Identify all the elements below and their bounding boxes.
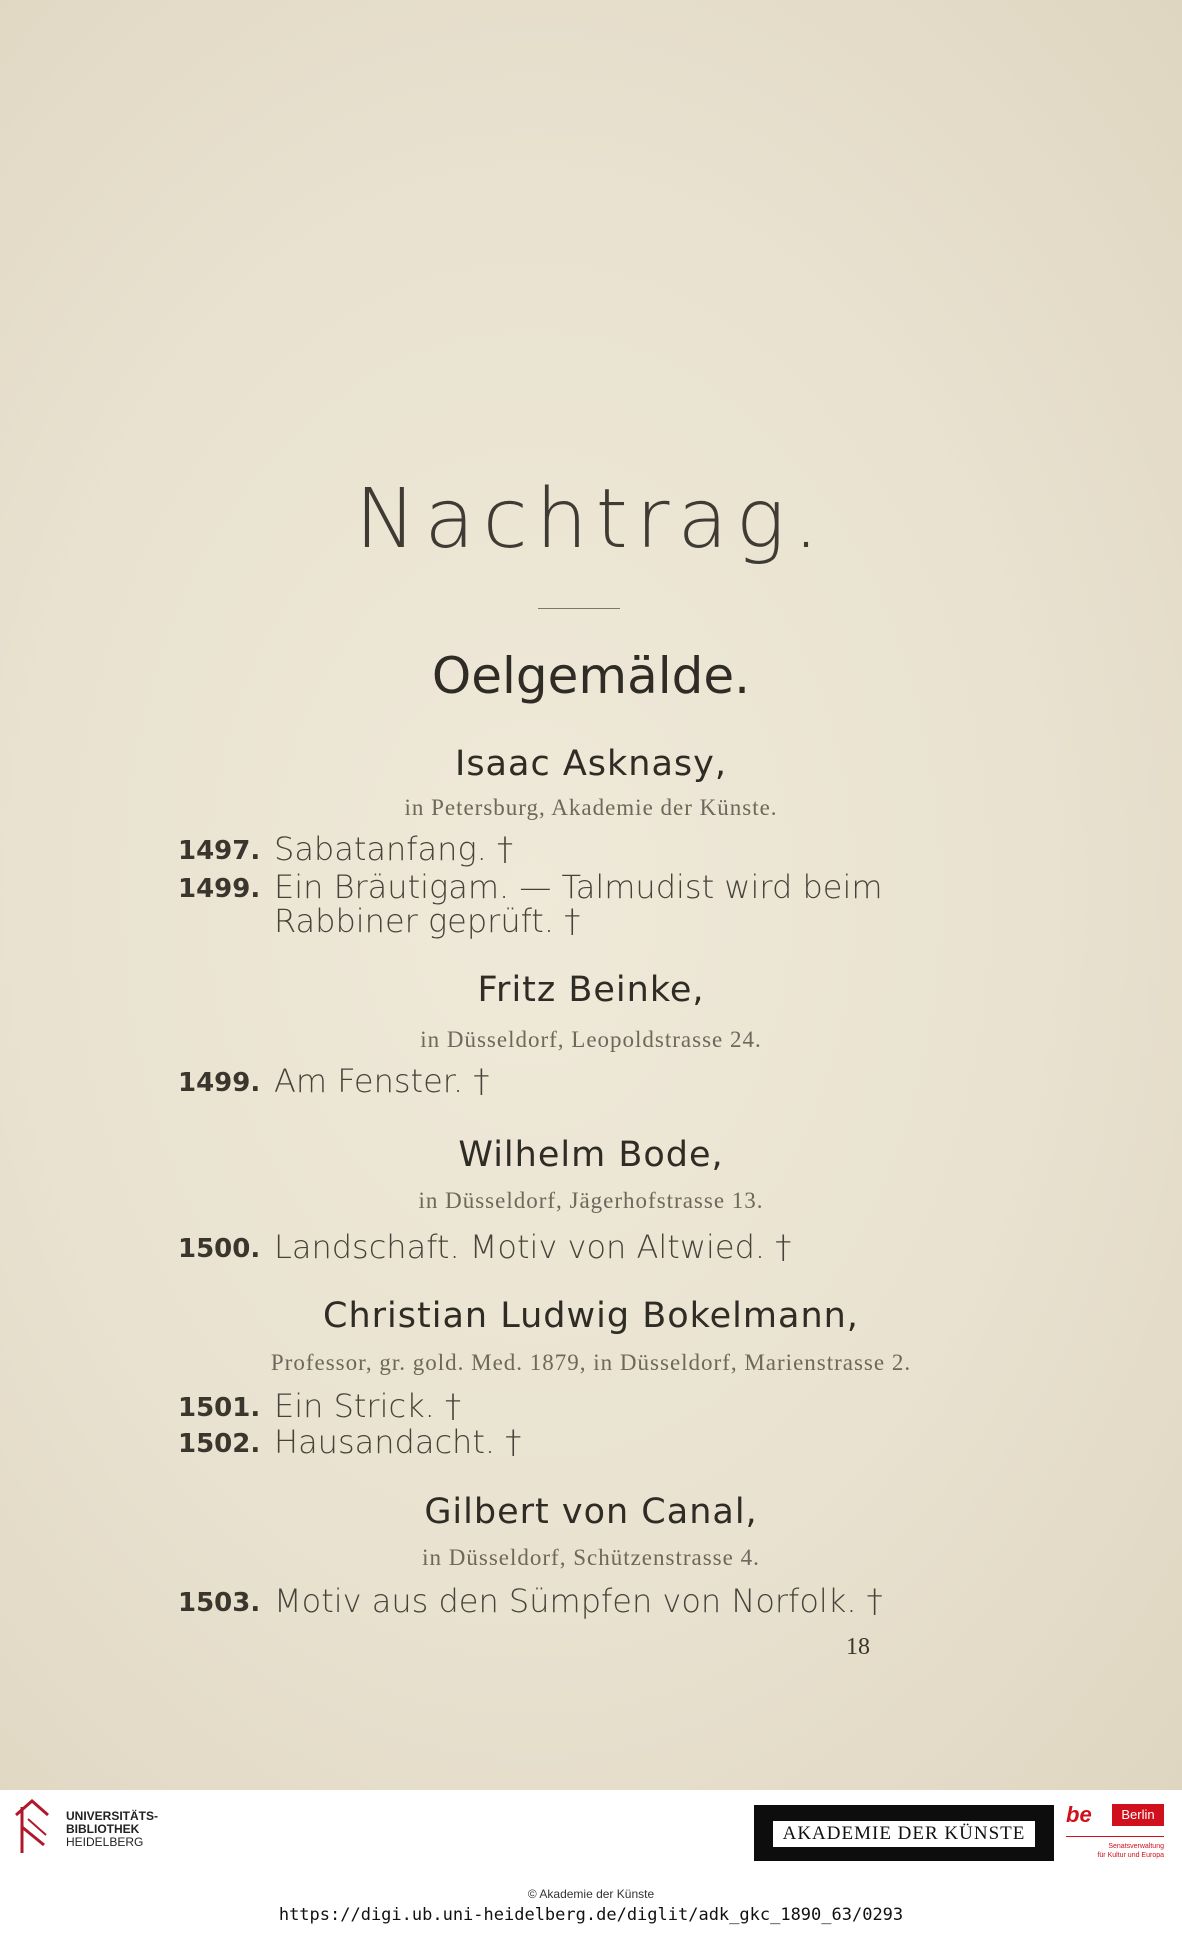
entry-title: Ein Strick. † <box>274 1387 461 1425</box>
entry-title: Am Fenster. † <box>274 1062 490 1100</box>
artist-address: in Düsseldorf, Schützenstrasse 4. <box>422 1545 760 1570</box>
berlin-senate-logo[interactable]: be Berlin Senatsverwaltung für Kultur und Europa <box>1066 1802 1164 1859</box>
artist-name: Fritz Beinke, <box>477 970 705 1010</box>
artist-address: in Düsseldorf, Jägerhofstrasse 13. <box>418 1188 764 1213</box>
artist-name: Gilbert von Canal, <box>424 1492 758 1532</box>
entry-number: 1501. <box>178 1393 261 1423</box>
artist-name: Christian Ludwig Bokelmann, <box>323 1296 859 1336</box>
adk-logo-text: AKADEMIE DER KÜNSTE <box>772 1820 1036 1848</box>
copyright-notice: © Akademie der Künste <box>527 1887 655 1901</box>
entry-number: 1502. <box>178 1429 261 1459</box>
artist-address: in Düsseldorf, Leopoldstrasse 24. <box>420 1027 762 1052</box>
artist-address: Professor, gr. gold. Med. 1879, in Düsseldorf, Marienstrasse 2. <box>270 1350 912 1375</box>
section-heading: Oelgemälde. <box>431 647 751 705</box>
entry-number: 1497. <box>178 836 261 866</box>
entry-number: 1499. <box>178 1068 261 1098</box>
page-title: Nachtrag. <box>354 472 828 567</box>
entry-title: Landschaft. Motiv von Altwied. † <box>274 1228 792 1266</box>
entry-title: Hausandacht. † <box>274 1423 522 1461</box>
entry-title: Sabatanfang. † <box>274 830 513 868</box>
title-divider <box>538 608 620 609</box>
entry-number: 1499. <box>178 874 261 904</box>
entry-title: Motiv aus den Sümpfen von Norfolk. † <box>274 1582 883 1620</box>
page-number: 18 <box>846 1634 870 1660</box>
entry-title: Ein Bräutigam. — Talmudist wird beim <box>274 868 883 906</box>
university-library-wordmark[interactable]: UNIVERSITÄTS- BIBLIOTHEK HEIDELBERG <box>66 1809 159 1849</box>
permalink-url[interactable]: https://digi.ub.uni-heidelberg.de/diglit/adk_gkc_1890_63/0293 <box>278 1905 904 1925</box>
entry-title-continuation: Rabbiner geprüft. † <box>274 902 581 940</box>
university-library-logo-icon <box>12 1797 52 1859</box>
artist-name: Isaac Asknasy, <box>455 744 727 784</box>
artist-address: in Petersburg, Akademie der Künste. <box>404 795 778 820</box>
artist-name: Wilhelm Bode, <box>458 1135 724 1175</box>
entry-number: 1503. <box>178 1588 261 1618</box>
entry-number: 1500. <box>178 1234 261 1264</box>
